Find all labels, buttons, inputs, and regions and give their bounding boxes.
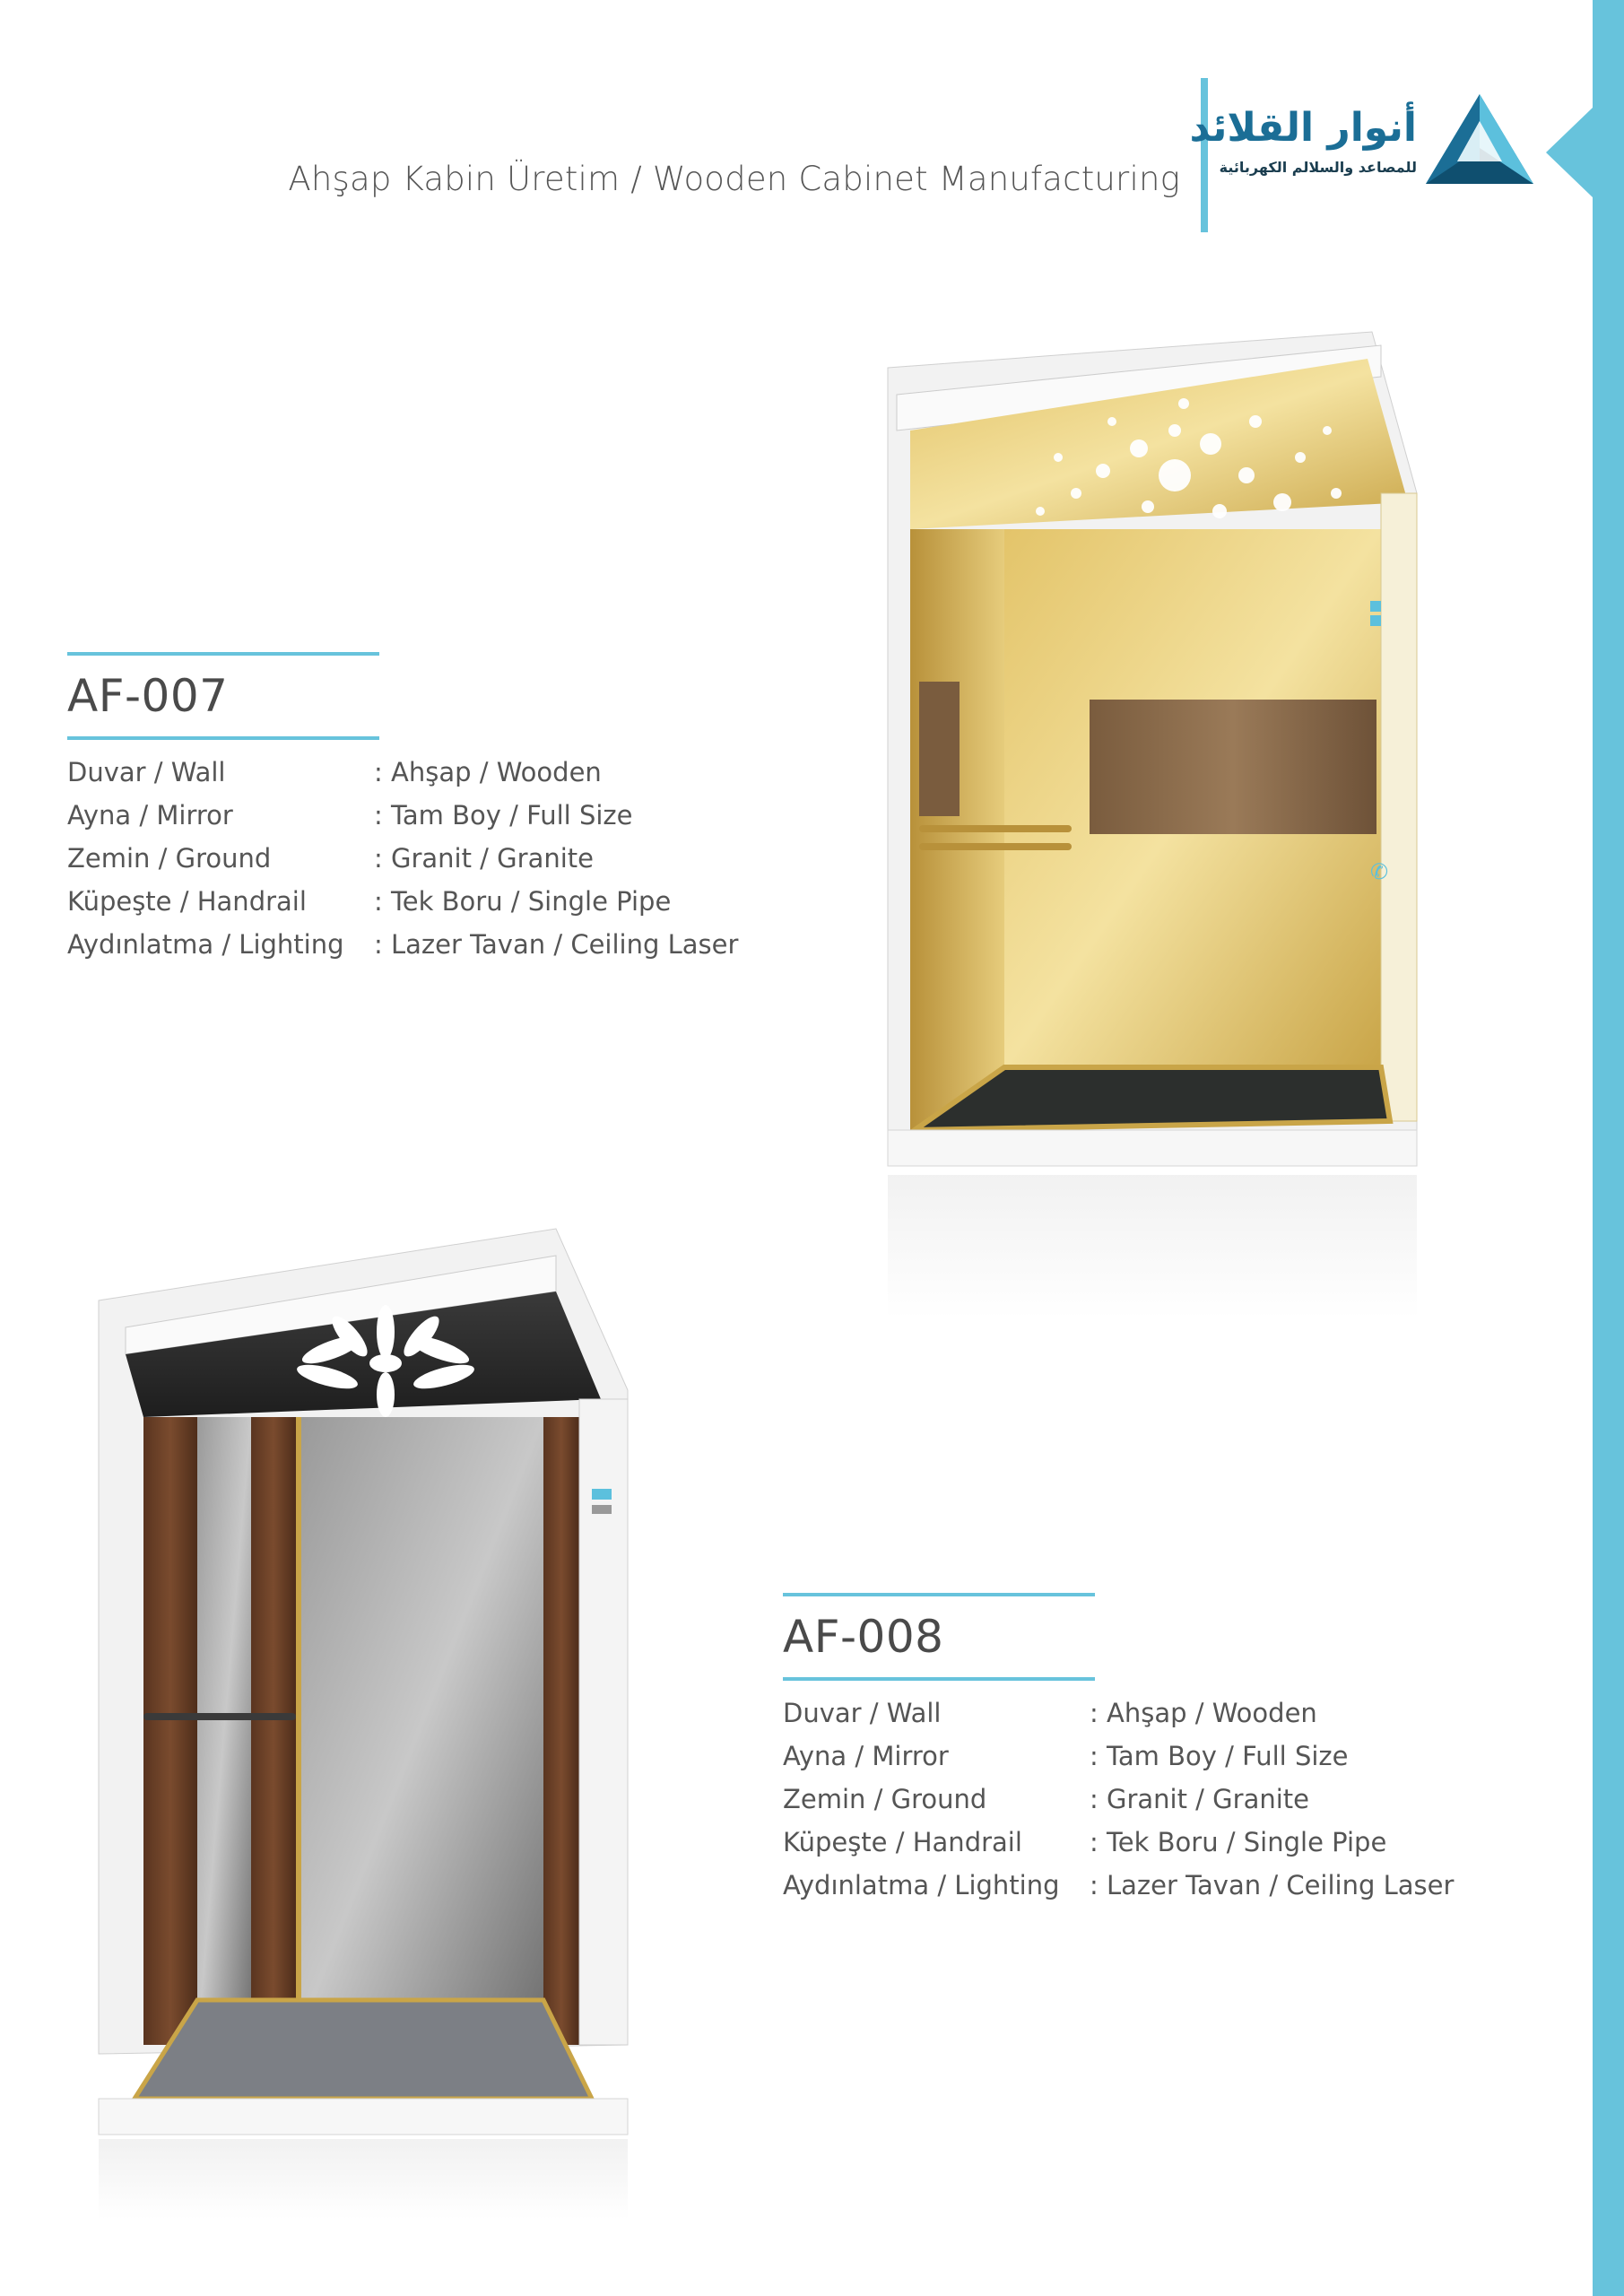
spec-value: : Tek Boru / Single Pipe	[374, 886, 672, 917]
sidebar-notch	[1546, 108, 1593, 197]
product-code: AF-008	[783, 1611, 944, 1663]
spec-value: : Ahşap / Wooden	[374, 757, 602, 787]
company-logo	[1189, 85, 1542, 193]
page-title: Ahşap Kabin Üretim / Wooden Cabinet Manufacturing	[288, 160, 1180, 198]
spec-label: Aydınlatma / Lighting	[783, 1870, 1060, 1900]
spec-label: Aydınlatma / Lighting	[67, 929, 344, 960]
spec-label: Zemin / Ground	[783, 1784, 987, 1814]
pyramid-logo-icon	[1417, 85, 1542, 193]
spec-row-mirror	[67, 794, 738, 837]
spec-row-wall	[783, 1692, 1454, 1735]
product-code: AF-007	[67, 670, 229, 722]
spec-top-rule	[783, 1593, 1095, 1596]
spec-label: Ayna / Mirror	[67, 800, 233, 831]
accent-sidebar	[1593, 0, 1624, 2296]
svg-text:✆: ✆	[1370, 859, 1389, 884]
spec-label: Ayna / Mirror	[783, 1741, 949, 1771]
spec-row-lighting	[783, 1864, 1454, 1907]
spec-row-ground	[67, 837, 738, 880]
spec-row-lighting	[67, 923, 738, 966]
spec-value: : Tam Boy / Full Size	[1090, 1741, 1349, 1771]
cabin-image-af-007	[879, 296, 1435, 1327]
spec-value: : Tek Boru / Single Pipe	[1090, 1827, 1387, 1857]
header-divider	[1201, 78, 1208, 232]
spec-block-af-007	[67, 652, 738, 966]
spec-row-handrail	[67, 880, 738, 923]
spec-value: : Lazer Tavan / Ceiling Laser	[374, 929, 739, 960]
spec-label: Duvar / Wall	[783, 1698, 942, 1728]
spec-value: : Lazer Tavan / Ceiling Laser	[1090, 1870, 1455, 1900]
spec-row-mirror	[783, 1735, 1454, 1778]
cabin-image-af-008	[90, 1193, 646, 2224]
spec-block-af-008	[783, 1593, 1454, 1907]
spec-top-rule	[67, 652, 379, 656]
spec-label: Küpeşte / Handrail	[67, 886, 307, 917]
spec-row-handrail	[783, 1821, 1454, 1864]
spec-label: Zemin / Ground	[67, 843, 272, 874]
spec-row-ground	[783, 1778, 1454, 1821]
spec-value: : Ahşap / Wooden	[1090, 1698, 1317, 1728]
spec-row-wall	[67, 751, 738, 794]
spec-label: Duvar / Wall	[67, 757, 226, 787]
spec-value: : Granit / Granite	[1090, 1784, 1309, 1814]
logo-arabic-name: أنوار القلائد	[1189, 105, 1417, 151]
spec-value: : Granit / Granite	[374, 843, 594, 874]
spec-bottom-rule	[783, 1677, 1095, 1681]
spec-label: Küpeşte / Handrail	[783, 1827, 1022, 1857]
spec-value: : Tam Boy / Full Size	[374, 800, 633, 831]
logo-arabic-tagline: للمصاعد والسلالم الكهربائية	[1219, 159, 1417, 176]
spec-bottom-rule	[67, 736, 379, 740]
